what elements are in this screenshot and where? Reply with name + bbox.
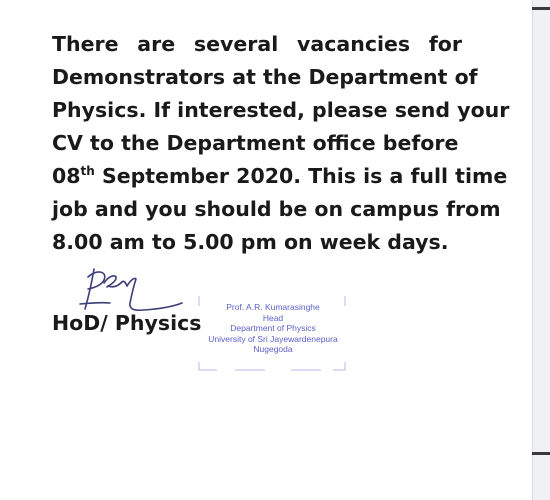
notice-line-7: 8.00 am to 5.00 pm on week days. <box>52 230 449 254</box>
signoff-title: HoD/ Physics <box>52 311 202 335</box>
vacancy-notice <box>52 28 510 259</box>
notice-line-6: job and you should be on campus from <box>52 197 501 221</box>
notice-line-5 <box>52 160 508 193</box>
stamp-text <box>203 302 343 355</box>
deadline-day: 08 <box>52 164 81 188</box>
notice-line-2: Demonstrators at the Department of <box>52 65 478 89</box>
notice-line-4: CV to the Department office before <box>52 131 459 155</box>
notice-line-1: There are several vacancies for <box>52 32 462 56</box>
deadline-rest: September 2020. This is a full time <box>94 164 508 188</box>
stamp-city: Nugegoda <box>253 344 293 354</box>
stamp-title: Head <box>262 312 284 323</box>
notice-line-3: Physics. If interested, please send your <box>52 98 510 122</box>
stamp-department: Department of Physics <box>230 323 316 333</box>
stamp-name: Prof. A.R. Kumarasinghe <box>226 302 320 312</box>
deadline-day-suffix: th <box>80 164 95 178</box>
stamp-university: University of Sri Jayewardenepura <box>208 333 338 344</box>
page-edge-strip <box>532 0 550 500</box>
page-edge-mark-top <box>532 7 550 10</box>
official-stamp <box>195 292 350 374</box>
page-edge-mark-bottom <box>532 452 550 455</box>
